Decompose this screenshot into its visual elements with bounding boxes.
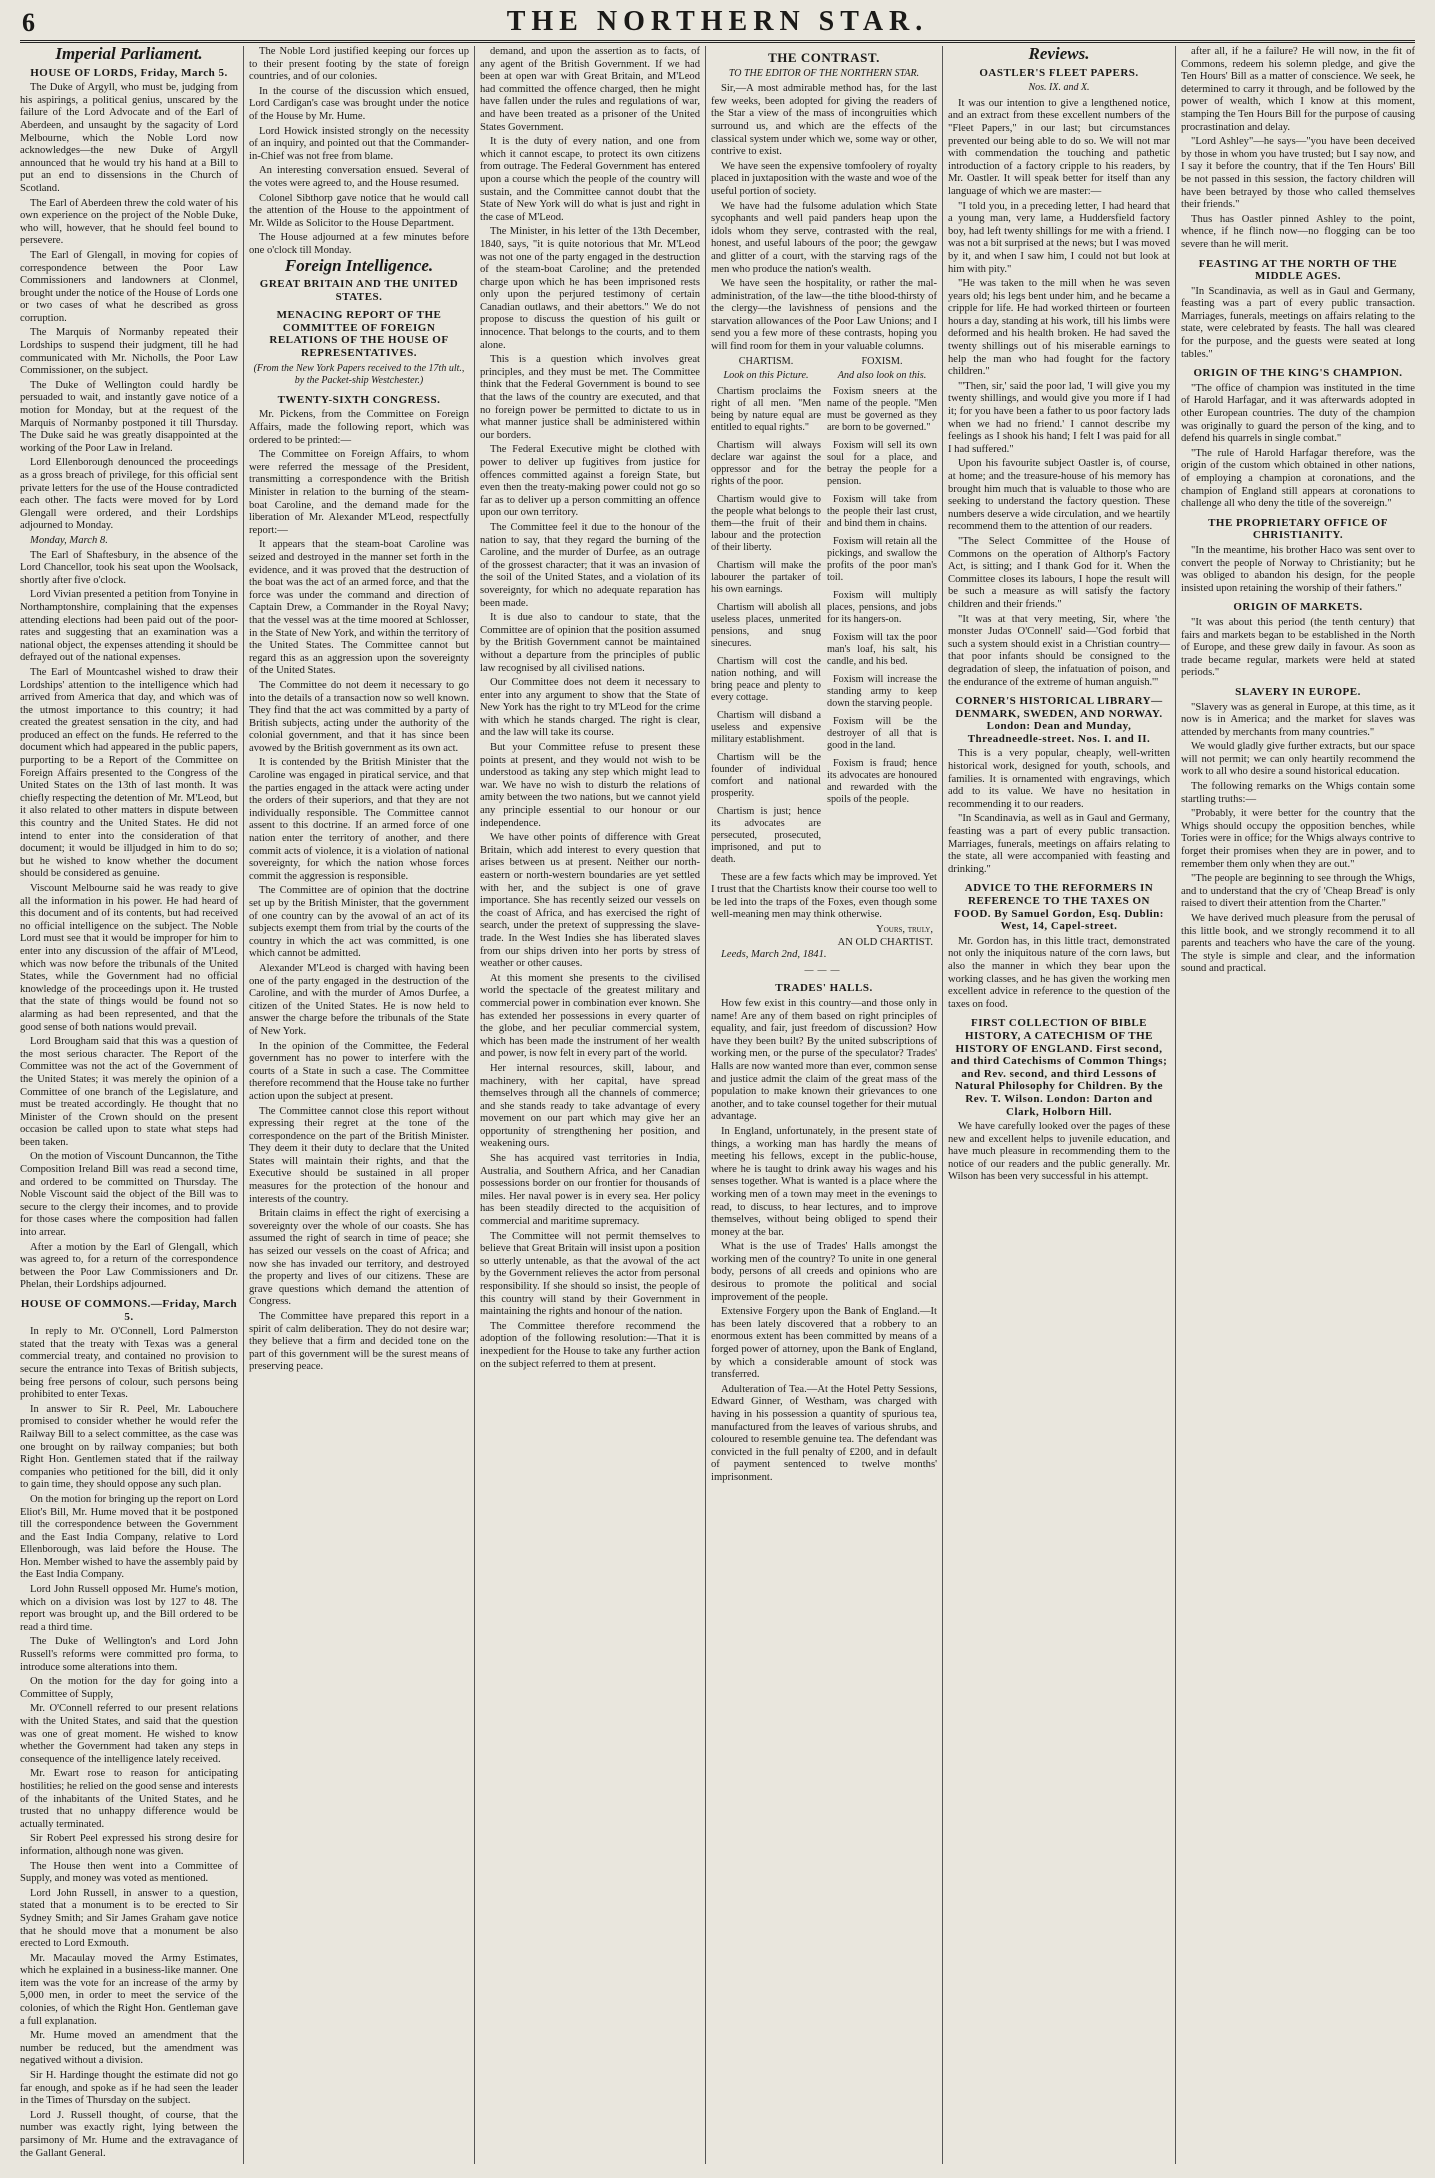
review-paragraph: Upon his favourite subject Oastler is, of course, at home; and the treasure-house of his memory has brought him much that is valuable to those who are seeking to understand the factory question. These numbers deserve a wide circulation, and we heartily recommend them to the attention of our readers. <box>948 458 1170 533</box>
section-heading-foreign: Foreign Intelligence. <box>284 255 434 275</box>
article-paragraph: On the motion of Viscount Duncannon, the Tithe Composition Ireland Bill was read a second time, and ordered to be committed on Thursday. The Noble Viscount said the object of the Bill was to secure to the clergy their incomes, and to provide for those cases where the composition had fallen into arrear. <box>20 1151 238 1239</box>
article-paragraph: It appears that the steam-boat Caroline was seized and destroyed in the manner set forth in the evidence, and it was proved that the destruction of the boat was the act of an armed force, and that the force was under the command and direction of Captain Drew, a Commander in the Royal Navy; that the vessel was at the time moored at Schlosser, in the State of New York, and within the territory of the United States. The Committee cannot but regard this as an aggression upon the sovereignty of the United States. <box>249 539 469 677</box>
article-paragraph: The Marquis of Normanby repeated their Lordships to suspend their judgment, till he had communicated with Mr. Nicholls, the Poor Law Commissioner, on the subject. <box>20 327 238 377</box>
article-paragraph: In reply to Mr. O'Connell, Lord Palmerston stated that the treaty with Texas was a general commercial treaty, and contained no provision to secure the entrance into Texas of British subjects, being free persons of colour, such persons being prohibited to enter Texas. <box>20 1326 238 1401</box>
article-paragraph: Sir H. Hardinge thought the estimate did not go far enough, and spoke as if he had seen the leader in the Times of Thursday on the subject. <box>20 2070 238 2107</box>
foxism-caption: And also look on this. <box>837 369 927 381</box>
review-paragraph: It was our intention to give a lengthened notice, and an extract from these excellent numbers of the "Fleet Papers," in our last; but circumstances prevented our being able to do so. We will not mar with commendation the touching and pathetic introduction of a factory cripple to his readers, by Mr. Oastler. It will speak better for itself than any language of which we are master:— <box>948 97 1170 197</box>
article-paragraph: The House then went into a Committee of Supply, and money was voted as mentioned. <box>20 1860 238 1885</box>
article-paragraph: Alexander M'Leod is charged with having been one of the party engaged in the destruction of the Caroline, and with the murder of Amos Durfee, a citizen of the United States. He is now held to answer the charge before the tribunals of the State of New York. <box>249 962 469 1037</box>
column-rule <box>705 46 706 2164</box>
article-paragraph: The Committee therefore recommend the adoption of the following resolution:—That it is inexpedient for the House to take any further action on the subject referred to them at present. <box>480 1320 700 1370</box>
contrast-item: Chartism will always declare war against the oppressor and for the rights of the poor. <box>711 439 821 487</box>
contrast-item: Chartism would give to the people what belongs to them—the fruit of their labour and the protection of their liberty. <box>711 493 821 553</box>
review-title-fleet-papers: OASTLER'S FLEET PAPERS. <box>979 66 1139 79</box>
chartism-heading: CHARTISM. <box>738 355 794 367</box>
article-paragraph: The Committee are of opinion that the doctrine set up by the British Minister, that the government of one country can by the avowal of an act of its subjects exempt them from trial by the courts of the country in which the act was committed, is one which cannot be admitted. <box>249 885 469 960</box>
contrast-item: Chartism will abolish all useless places, unmerited pensions, and snug sinecures. <box>711 601 821 649</box>
contrast-item: Chartism will make the labourer the partaker of his own earnings. <box>711 559 821 595</box>
column-2 <box>249 46 469 2164</box>
subheading-kings-champion: ORIGIN OF THE KING'S CHAMPION. <box>1193 367 1403 380</box>
letter-dateline: Leeds, March 2nd, 1841. <box>721 949 827 961</box>
article-paragraph: Colonel Sibthorp gave notice that he would call the attention of the House to the appointment of Mr. Wilde as Solicitor to the House Department. <box>249 192 469 229</box>
review-paragraph: "The people are beginning to see through the Whigs, and to understand that the cry of 'Cheap Bread' is only raised to divert their attention from the Charter." <box>1181 873 1415 910</box>
review-paragraph: The following remarks on the Whigs contain some startling truths:— <box>1181 781 1415 805</box>
column-3 <box>480 46 700 2164</box>
review-paragraph: "'Then, sir,' said the poor lad, 'I will give you my twenty shillings, and would give you more if I had it; for you have been a father to us poor factory lads when we had no friend.' I cannot describe my feelings as I shook his hand; I felt I was paid for all I had suffered." <box>948 380 1170 455</box>
contrast-item: Foxism will sell its own soul for a place, and betray the people for a pension. <box>827 439 937 487</box>
subheading-menacing-report: MENACING REPORT OF THE COMMITTEE OF FOREIGN RELATIONS OF THE HOUSE OF REPRESENTATIVES. <box>269 309 449 360</box>
article-paragraph: Lord Ellenborough denounced the proceedings as a gross breach of privilege, for this official sent private letters for the use of the House contradicted each other. The facts were moved for by Lord Glengall were ordered, and their Lordships adjourned to Monday. <box>20 457 238 532</box>
column-rule <box>1175 46 1176 2164</box>
subheading-origin-of-markets: ORIGIN OF MARKETS. <box>1233 601 1363 614</box>
article-paragraph: The Minister, in his letter of the 13th December, 1840, says, "it is quite notorious that Mr. M'Leod was not one of the party engaged in the destruction of the steam-boat Caroline; and the pretended charge upon which he has been imprisoned rests only upon the perjured testimony of certain Canadian outlaws, and their abettors." We do not propose to discuss the question of his guilt or innocence. That belongs to the courts, and to them alone. <box>480 226 700 351</box>
dateline: Monday, March 8. <box>30 534 108 546</box>
article-paragraph: Lord Brougham said that this was a question of the most serious character. The Report of the Committee was not the act of the Government of the United States; it was merely the opinion of a Committee of one branch of the Legislature, and must be treated accordingly. He thought that no Minister of the Crown should on the present occasion be called upon to state what steps had been taken. <box>20 1036 238 1148</box>
article-paragraph: Her internal resources, skill, labour, and machinery, with her capital, have spread themselves through all the channels of commerce; and she stands ready to take advantage of every movement on our part which may give her an opportunity of strengthening her position, and weakening ours. <box>480 1062 700 1150</box>
news-item: Adulteration of Tea.—At the Hotel Petty Sessions, Edward Ginner, of Westham, was charged with having in his possession a quantity of spurious tea, manufactured from the leaves of various shrubs, and coloured to resemble genuine tea. The defendant was convicted in the full penalty of £200, and in default of payment sentenced to twelve months' imprisonment. <box>711 1383 937 1483</box>
article-paragraph: Lord Vivian presented a petition from Tonyine in Northamptonshire, complaining that the expenses attending elections had been paid out of the poor-rates and suggesting that an examination was a national object, the expenses attending it should be defrayed out of the national expenses. <box>20 589 238 664</box>
article-paragraph: The House adjourned at a few minutes before one o'clock till Monday. <box>249 232 469 256</box>
masthead <box>20 6 1415 43</box>
review-paragraph: "It was at that very meeting, Sir, where 'the monster Judas O'Connell' said—'God forbid that such a system should exist in a Christian country—that poor infants should be consigned to the degradation of sleep, the infatuation of poison, and the endurance of the extreme of human anguish.'" <box>948 613 1170 688</box>
article-paragraph: The Earl of Glengall, in moving for copies of correspondence between the Poor Law Commissioners and landowners at Clonmel, brought under the notice of the House of Lords one or two cases of what he described as gross corruption. <box>20 249 238 324</box>
news-item: Extensive Forgery upon the Bank of England.—It has been lately discovered that a robbery to an enormous extent has been committed by means of a forged power of attorney, upon the Bank of England, by which a considerable amount of stock was transferred. <box>711 1306 937 1381</box>
letter-paragraph: We have seen the hospitality, or rather the mal-administration, of the law—the tithe blood-thirsty of the clergy—the lavishness of pensions and the starvation allowances of the Poor Law Unions; and I send you a few more of these contrasts, hoping you will find room for them in your valuable columns. <box>711 278 937 353</box>
article-paragraph: What is the use of Trades' Halls amongst the working men of the country? To unite in one general body, persons of all creeds and opinions who are desirous to promote the political and social improvement of the people. <box>711 1241 937 1303</box>
article-paragraph: Lord John Russell opposed Mr. Hume's motion, which on a division was lost by 127 to 48. The report was brought up, and the Bill ordered to be read a third time. <box>20 1584 238 1633</box>
article-paragraph: The Earl of Shaftesbury, in the absence of the Lord Chancellor, took his seat upon the Woolsack, shortly after five o'clock. <box>20 549 238 586</box>
review-paragraph: "Slavery was as general in Europe, at this time, as it now is in America; and the market for slaves was attended by merchants from many countries." <box>1181 701 1415 738</box>
column-4 <box>711 46 937 2164</box>
review-paragraph: after all, if he a failure? He will now, in the fit of Commons, redeem his solemn pledge, and give the Ten Hours' Bill as a matter of conscience. We seek, he determined to carry it through, and be followed by the power of wealth, which I know at this moment, stamping the Ten Hours Bill for the purpose of causing procrastination and delay. <box>1181 46 1415 133</box>
review-paragraph: "Lord Ashley"—he says—"you have been deceived by those in whom you have trusted; but I say now, and I say it before the country, that if the Ten Hours' Bill be not passed in this session, the factory children will have been betrayed by those who called themselves their friends." <box>1181 136 1415 211</box>
review-title-bible-history: FIRST COLLECTION OF BIBLE HISTORY, A CATECHISM OF THE HISTORY OF ENGLAND. First second, and third Catechisms of Common Things; and Rev. second, and third Lessons of Natural Philosophy for Children. By the Rev. T. Wilson. London: Darton and Clark, Holborn Hill. <box>950 1017 1168 1118</box>
newspaper-title: THE NORTHERN STAR. <box>506 6 929 37</box>
review-paragraph: "The office of champion was instituted in the time of Harold Harfagar, and it was afterwards adopted in other European countries. The duty of the champion was originally to guard the person of the king, and to defend his quarrels in single combat." <box>1181 382 1415 445</box>
review-paragraph: "The rule of Harold Harfagar therefore, was the origin of the custom which obtained in other nations, of employing a champion at coronations, and the champion of England still appears at coronations to challenge all who deny the title of the sovereign." <box>1181 447 1415 510</box>
review-paragraph: "The Select Committee of the House of Commons on the operation of Althorp's Factory Act, is sitting; and I thank God for it. When the Committee closes its labours, I hope the result will be such a measure as will satisfy the factory children and their friends." <box>948 535 1170 610</box>
article-paragraph: Lord J. Russell thought, of course, that the number was exactly right, lying between the parsimony of Mr. Hume and the extravagance of the Gallant General. <box>20 2109 238 2159</box>
review-paragraph: "It was about this period (the tenth century) that fairs and markets began to be established in the North of Europe, and these grew daily in favour. As soon as trade became regular, markets were held at stated periods." <box>1181 616 1415 679</box>
contrast-item: Foxism will increase the standing army to keep down the starving people. <box>827 673 937 709</box>
contrast-item: Foxism is fraud; hence its advocates are honoured and rewarded with the spoils of the people. <box>827 757 937 805</box>
review-paragraph: "I told you, in a preceding letter, I had heard that a young man, very lame, a Huddersfield factory boy, had left twenty shillings for me with a friend. I was not a bit surprised at the news; but I was moved by it, and when I saw him, I could not but look at him with pity." <box>948 200 1170 275</box>
column-rule <box>243 46 244 2164</box>
article-paragraph: demand, and upon the assertion as to facts, of any agent of the British Government. If we had been at open war with Great Britain, and M'Leod had committed the offence charged, then he might have fallen under the rules and regulations of war, and have been treated as a prisoner of the United States Government. <box>480 46 700 133</box>
contrast-column-foxism <box>827 356 937 872</box>
article-paragraph: The Committee on Foreign Affairs, to whom were referred the message of the President, transmitting a correspondence with the British Minister in relation to the burning of the steam-boat Caroline, and the demand made for the liberation of Mr. Alexander M'Leod, respectfully report:— <box>249 449 469 536</box>
article-paragraph: Viscount Melbourne said he was ready to give all the information in his power. He had heard of this document and of its contents, but had received no official intelligence on the subject. The Noble Lord must see that it would be improper for him to enter into any discussion of the affair of M'Leod, which was now before the tribunals of the United States, while the Government had no official knowledge of the proceedings upon it. He trusted that the state of things would be found not so alarming as had been represented, and that the good sense of both nations would prevail. <box>20 883 238 1033</box>
subheading-house-of-lords: HOUSE OF LORDS, Friday, March 5. <box>30 66 228 79</box>
contrast-item: Chartism will disband a useless and expensive military establishment. <box>711 709 821 745</box>
letter-address: TO THE EDITOR OF THE NORTHERN STAR. <box>728 67 920 79</box>
letter-paragraph: These are a few facts which may be improved. Yet I trust that the Chartists know their course too well to be led into the traps of the Foxes, even though some well-meaning men may think otherwise. <box>711 871 937 921</box>
article-paragraph: It is contended by the British Minister that the Caroline was engaged in piratical service, and that the parties engaged in the attack were acting under the orders of their superiors, and that they are not individually responsible. The Committee cannot assent to this doctrine. If an armed force of one nation enter the territory of another, and there commit acts of violence, it is a violation of national sovereignty, for which the nation whose forces commit the aggression is responsible. <box>249 757 469 882</box>
column-1 <box>20 46 238 2164</box>
review-paragraph: This is a very popular, cheaply, well-written historical work, designed for youth, schools, and families. It is ornamented with engravings, which add to its value. We have no hesitation in recommending it to our readers. <box>948 748 1170 810</box>
article-paragraph: It is the duty of every nation, and one from which it cannot escape, to protect its own citizens from outrage. The Federal Government has entered upon a course which the people of the country will sustain, and the Committee cannot doubt that the State of New York will do what is just and right in the case of M'Leod. <box>480 136 700 223</box>
article-paragraph: The Noble Lord justified keeping our forces up to their present footing by the state of foreign countries, and of our colonies. <box>249 46 469 83</box>
review-paragraph: We have carefully looked over the pages of these new and excellent helps to juvenile education, and have much pleasure in recommending them to the notice of our readers and the public generally. Mr. Wilson has been very successful in his attempt. <box>948 1121 1170 1183</box>
article-paragraph: Britain claims in effect the right of exercising a sovereignty over the whole of our coasts. She has assumed the right of search in time of peace; she has seized our vessels on the coast of Africa; and now she has invaded our territory, and destroyed the property and lives of our citizens. These are grave questions which demand the attention of Congress. <box>249 1208 469 1308</box>
chartism-caption: Look on this Picture. <box>723 369 809 381</box>
contrast-item: Chartism will be the founder of individual comfort and national prosperity. <box>711 751 821 799</box>
article-paragraph: The Committee do not deem it necessary to go into the details of a transaction now so well known. They find that the act was committed by a party of British subjects, acting under the authority of the colonial government, and that it has since been avowed by the British government as its own act. <box>249 679 469 754</box>
review-title-advice-to-reformers: ADVICE TO THE REFORMERS IN REFERENCE TO THE TAXES ON FOOD. By Samuel Gordon, Esq. Dublin: West, 14, Capel-street. <box>954 882 1164 933</box>
article-paragraph: The Duke of Wellington could hardly be persuaded to wait, and instantly gave notice of a motion for Monday, but at the request of the Marquis of Normanby postponed it till Thursday. The Duke said he was greatly disappointed at the working of the Poor Law in Ireland. <box>20 379 238 454</box>
review-paragraph: "In Scandinavia, as well as in Gaul and Germany, feasting was a part of every public transaction. Marriages, funerals, meetings on affairs relating to the state, were celebrated by feasts. The hall was cleared for the purpose, and the guests were seated at long tables." <box>1181 285 1415 360</box>
review-subtitle: Nos. IX. and X. <box>1028 82 1090 94</box>
review-paragraph: We would gladly give further extracts, but our space will not permit; we can only heartily recommend the work to all who desire a sound historical education. <box>1181 741 1415 778</box>
article-paragraph: In the opinion of the Committee, the Federal government has no power to interfere with the courts of a State in such a case. The Committee therefore recommend that the House take no further action upon the subject at present. <box>249 1040 469 1102</box>
article-paragraph: On the motion for bringing up the report on Lord Eliot's Bill, Mr. Hume moved that it be postponed till the correspondence between the Government and the East India Company, relative to Lord Ellenborough, was laid before the House. The Hon. Member wished to have the assembly paid by the East India Company. <box>20 1493 238 1581</box>
article-paragraph: The Committee will not permit themselves to believe that Great Britain will insist upon a position so utterly untenable, as that the avowal of the act by the Government relieves the actor from personal responsibility. If she should so insist, the people of this country will stand by their Government in maintaining the rights and honour of the nation. <box>480 1230 700 1318</box>
subheading-great-britain-us: GREAT BRITAIN AND THE UNITED STATES. <box>259 278 459 303</box>
article-paragraph: Our Committee does not deem it necessary to enter into any argument to show that the State of New York has the right to try M'Leod for the crime with which he stands charged. The right is clear, and the law will take its course. <box>480 677 700 739</box>
article-paragraph: Mr. Pickens, from the Committee on Foreign Affairs, made the following report, which was ordered to be printed:— <box>249 409 469 446</box>
article-paragraph: How few exist in this country—and those only in name! Are any of them based on right principles of equality, and fair, just freedom of discussion? How have they been built? By the united subscriptions of working men, or the purse of the speculator? Trades' Halls are now wanted more than ever, common sense and justice admit the claim of the great mass of the population to make known their grievances to one another, and to take counsel together for their mutual advantage. <box>711 998 937 1123</box>
article-paragraph: Mr. O'Connell referred to our present relations with the United States, and said that the question was one of great moment. He wished to know whether the Government had taken any steps in consequence of the intelligence lately received. <box>20 1703 238 1765</box>
column-6 <box>1181 46 1415 2164</box>
contrast-item: Foxism will retain all the pickings, and swallow the profits of the poor man's toil. <box>827 535 937 583</box>
subheading-feasting: FEASTING AT THE NORTH OF THE MIDDLE AGES. <box>1198 257 1398 283</box>
article-paragraph: Mr. Hume moved an amendment that the number be reduced, but the amendment was negatived without a division. <box>20 2030 238 2067</box>
column-rule <box>942 46 943 2164</box>
contrast-item: Foxism will tax the poor man's loaf, his salt, his candle, and his bed. <box>827 631 937 667</box>
review-paragraph: Thus has Oastler pinned Ashley to the point, whence, if he flinch now—no flogging can be too severe than he will merit. <box>1181 213 1415 250</box>
column-rule <box>474 46 475 2164</box>
article-paragraph: In answer to Sir R. Peel, Mr. Labouchere promised to consider whether he would refer the Railway Bill to a select committee, as the case was one brought on by railway companies; but both Right Hon. Gentlemen stated that if the railway companies who petitioned for the bill, did it only to gain time, they should oppose any such plan. <box>20 1403 238 1491</box>
article-paragraph: The Earl of Aberdeen threw the cold water of his own experience on the project of the Noble Duke, who will, however, that he should feel bound to persevere. <box>20 197 238 247</box>
article-paragraph: The Duke of Wellington's and Lord John Russell's reforms were committed pro forma, to introduce some alterations into them. <box>20 1636 238 1673</box>
review-paragraph: "In the meantime, his brother Haco was sent over to convert the people of Norway to Christianity; but he was obliged to abandon his design, for the people insisted upon retaining the worship of their fathers." <box>1181 544 1415 594</box>
article-paragraph: But your Committee refuse to present these points at present, and they would not wish to be understood as taking any step which might lead to war. We have no wish to disturb the relations of amity between the two nations, but we cannot yield any principle essential to our honour or our independence. <box>480 742 700 829</box>
article-paragraph: The Federal Executive might be clothed with power to deliver up fugitives from justice for offences committed against a foreign State, but even then the treaty-making power could not go so far as to deliver up a person committing an offence upon our own territory. <box>480 444 700 519</box>
article-paragraph: In England, unfortunately, in the present state of things, a working man has hardly the means of meeting his fellows, except in the public-house, where he is taught to drink away his wages and his senses together. What is wanted is a place where the working men of a town may meet in the evenings to read, to discuss, to hear lectures, and to improve themselves, without being obliged to spend their money at the bar. <box>711 1125 937 1238</box>
heading-the-contrast: THE CONTRAST. <box>768 50 880 65</box>
article-paragraph: An interesting conversation ensued. Several of the votes were agreed to, and the House resumed. <box>249 165 469 189</box>
contrast-item: Chartism will cost the nation nothing, and will bring peace and plenty to every cottage. <box>711 655 821 703</box>
contrast-table <box>711 356 937 872</box>
review-paragraph: We have derived much pleasure from the perusal of this little book, and we strongly recommend it to all parents and teachers who have the care of the young. The style is simple and clear, and the information sound and practical. <box>1181 913 1415 975</box>
article-paragraph: The Earl of Mountcashel wished to draw their Lordships' attention to the intelligence which had arrived from America that day, and which was of the utmost importance to this country; it had created the greatest sensation in the city, and had produced an effect on the funds. He referred to the document which had appeared in the public papers, purporting to be a Report of the Committee on Foreign Affairs presented to the Congress of the United States on the 13th of last month. It was chiefly respecting the detention of Mr. M'Leod, but it also related to other matters in dispute between this country and the United States. He did not intend to enter into the consideration of that document; it would be illjudged in him to do so; but he wished to know whether the document should be considered as genuine. <box>20 666 238 880</box>
article-paragraph: It is due also to candour to state, that the Committee are of opinion that the position assumed by the British Government cannot be maintained without a departure from the principles of public law recognised by all civilised nations. <box>480 612 700 674</box>
letter-paragraph: Sir,—A most admirable method has, for the last few weeks, been adopted for giving the readers of the Star a view of the mass of incongruities which surround us, and which are the effects of the classical system under which we, some way or other, contrive to exist. <box>711 83 937 158</box>
article-paragraph: The Committee cannot close this report without expressing their regret at the tone of the correspondence on the part of the British Minister. They deem it their duty to declare that the United States will maintain their rights, and that the Executive should be sustained in all proper measures for the protection of the honour and interests of the country. <box>249 1105 469 1205</box>
source-note: (From the New York Papers received to the 17th ult., by the Packet-ship Westchester.) <box>253 362 465 387</box>
contrast-item: Foxism sneers at the name of the people. "Men must be governed as they are born to be governed." <box>827 385 937 433</box>
subheading-house-of-commons: HOUSE OF COMMONS.—Friday, March 5. <box>20 1298 238 1323</box>
review-paragraph: "Probably, it were better for the country that the Whigs should occupy the opposition benches, while Tories were in office; for the Whigs always contrive to forget their promises when they are in power, and to remember them only when they are out." <box>1181 808 1415 870</box>
subheading-christianity: THE PROPRIETARY OFFICE OF CHRISTIANITY. <box>1208 516 1388 542</box>
separator: ——— <box>804 964 844 975</box>
article-paragraph: Lord Howick insisted strongly on the necessity of an inquiry, and pointed out that the Commander-in-Chief was not free from blame. <box>249 125 469 162</box>
contrast-column-chartism <box>711 356 821 872</box>
article-paragraph: The Committee have prepared this report in a spirit of calm deliberation. They do not desire war; they believe that a firm and decided tone on the part of this government will be the surest means of preserving peace. <box>249 1311 469 1373</box>
article-paragraph: The Duke of Argyll, who must be, judging from his aspirings, a political genius, unscared by the failure of the Lord Advocate and of the Earl of Aberdeen, and unsaught by the sagacity of Lord Melbourne, which the Noble Lord now acknowledges—the new Duke of Argyll announced that he would try his hand at a Bill to put an end to dissensions in the Church of Scotland. <box>20 82 238 194</box>
review-paragraph: "In Scandinavia, as well as in Gaul and Germany, feasting was a part of every public transaction. Marriages, funerals, meetings on affairs relating to the state, all were accompanied with feasting and drinking." <box>948 813 1170 875</box>
section-heading-reviews: Reviews. <box>1028 46 1090 63</box>
subheading-slavery: SLAVERY IN EUROPE. <box>1235 685 1361 698</box>
letter-signature: AN OLD CHARTIST. <box>837 936 933 948</box>
contrast-item: Foxism will be the destroyer of all that is good in the land. <box>827 715 937 751</box>
article-paragraph: Mr. Ewart rose to reason for anticipating hostilities; he relied on the good sense and interests of the inhabitants of the United States, and he trusted that no unhappy difference would be actually terminated. <box>20 1768 238 1830</box>
article-paragraph: On the motion for the day for going into a Committee of Supply, <box>20 1676 238 1700</box>
foxism-heading: FOXISM. <box>861 355 903 367</box>
article-paragraph: This is a question which involves great principles, and they must be met. The Committee think that the Federal Government is bound to see that the laws of the country are executed, and that no foreign power be permitted to dictate to us in what manner justice shall be administered within our borders. <box>480 354 700 441</box>
contrast-item: Foxism will take from the people their last crust, and bind them in chains. <box>827 493 937 529</box>
review-paragraph: "He was taken to the mill when he was seven years old; his legs bent under him, and he became a cripple for life. He had worked thirteen or fourteen hours a day, standing at his work, till his limbs were deformed and his health broken. He had saved the twenty shillings out of his miserable earnings to help the man who had fought for the factory children." <box>948 278 1170 378</box>
article-paragraph: After a motion by the Earl of Glengall, which was agreed to, for a return of the correspondence between the Poor Law Commissioners and Dr. Phelan, their Lordships adjourned. <box>20 1241 238 1291</box>
article-paragraph: She has acquired vast territories in India, Australia, and Southern Africa, and her Canadian possessions border on our frontier for thousands of miles. Her naval power is in every sea. Her policy has been steadily directed to the acquisition of commercial and maritime supremacy. <box>480 1153 700 1228</box>
column-5 <box>948 46 1170 2164</box>
article-paragraph: We have other points of difference with Great Britain, which add interest to every question that arises between us at present. Neither our north-eastern or north-western boundaries are yet settled with her, and the subject is one of grave importance. She has recently seized our vessels on the coast of Africa, and has exercised the right of search, under the pretext of suppressing the slave-trade. In the West Indies she has liberated slaves from our ships driven into her ports by stress of weather or other causes. <box>480 832 700 970</box>
letter-paragraph: We have seen the expensive tomfoolery of royalty placed in juxtaposition with the waste and woe of the useful portion of society. <box>711 160 937 197</box>
heading-trades-halls: TRADES' HALLS. <box>775 982 873 995</box>
article-paragraph: In the course of the discussion which ensued, Lord Cardigan's case was brought under the notice of the House by Mr. Hume. <box>249 85 469 122</box>
article-paragraph: At this moment she presents to the civilised world the spectacle of the greatest military and commercial power in combination ever known. She has extended her possessions in every quarter of the globe, and her peculiar commercial system, which has been made the instrument of her wealth and power, is now felt in every part of the world. <box>480 972 700 1060</box>
subheading-congress: TWENTY-SIXTH CONGRESS. <box>277 393 441 406</box>
contrast-item: Chartism is just; hence its advocates are persecuted, prosecuted, imprisoned, and put to death. <box>711 805 821 865</box>
contrast-item: Foxism will multiply places, pensions, and jobs for its hangers-on. <box>827 589 937 625</box>
article-paragraph: The Committee feel it due to the honour of the nation to say, that they regard the burning of the Caroline, and the murder of Durfee, as an outrage of the grossest character; that it was an invasion of the soil of the United States, and a violation of its sovereignty, for which no adequate reparation has been made. <box>480 521 700 609</box>
letter-closing: Yours, truly, <box>876 924 933 936</box>
article-paragraph: Mr. Macaulay moved the Army Estimates, which he explained in a business-like manner. One item was the vote for an increase of the army by 5,000 men, in order to meet the service of the colonies, of which the Right Hon. Gentleman gave a full explanation. <box>20 1952 238 2027</box>
review-title-corners-library: CORNER'S HISTORICAL LIBRARY—DENMARK, SWEDEN, AND NORWAY. London: Dean and Munday, Threadneedle-street. Nos. I. and II. <box>955 695 1163 745</box>
letter-paragraph: We have had the fulsome adulation which State sycophants and well paid panders heap upon the idols whom they serve, contrasted with the real, honest, and useful labours of the poor; the gewgaw and glitter of a court, with the starving rags of the men who produce the nation's wealth. <box>711 200 937 275</box>
page-number: 6 <box>22 8 35 37</box>
contrast-item: Chartism proclaims the right of all men. "Men being by nature equal are entitled to equal rights." <box>711 385 821 433</box>
article-paragraph: Lord John Russell, in answer to a question, stated that a monument is to be erected to Sir Sydney Smith; and Sir James Graham gave notice that he should move that a monument be also erected to Lord Exmouth. <box>20 1887 238 1950</box>
article-paragraph: Sir Robert Peel expressed his strong desire for information, although none was given. <box>20 1833 238 1857</box>
section-heading-parliament: Imperial Parliament. <box>55 46 203 63</box>
review-paragraph: Mr. Gordon has, in this little tract, demonstrated not only the iniquitous nature of the corn laws, but also the manner in which they bear upon the working classes, and he has given the working men excellent advice in reference to the question of the taxes on food. <box>948 935 1170 1010</box>
